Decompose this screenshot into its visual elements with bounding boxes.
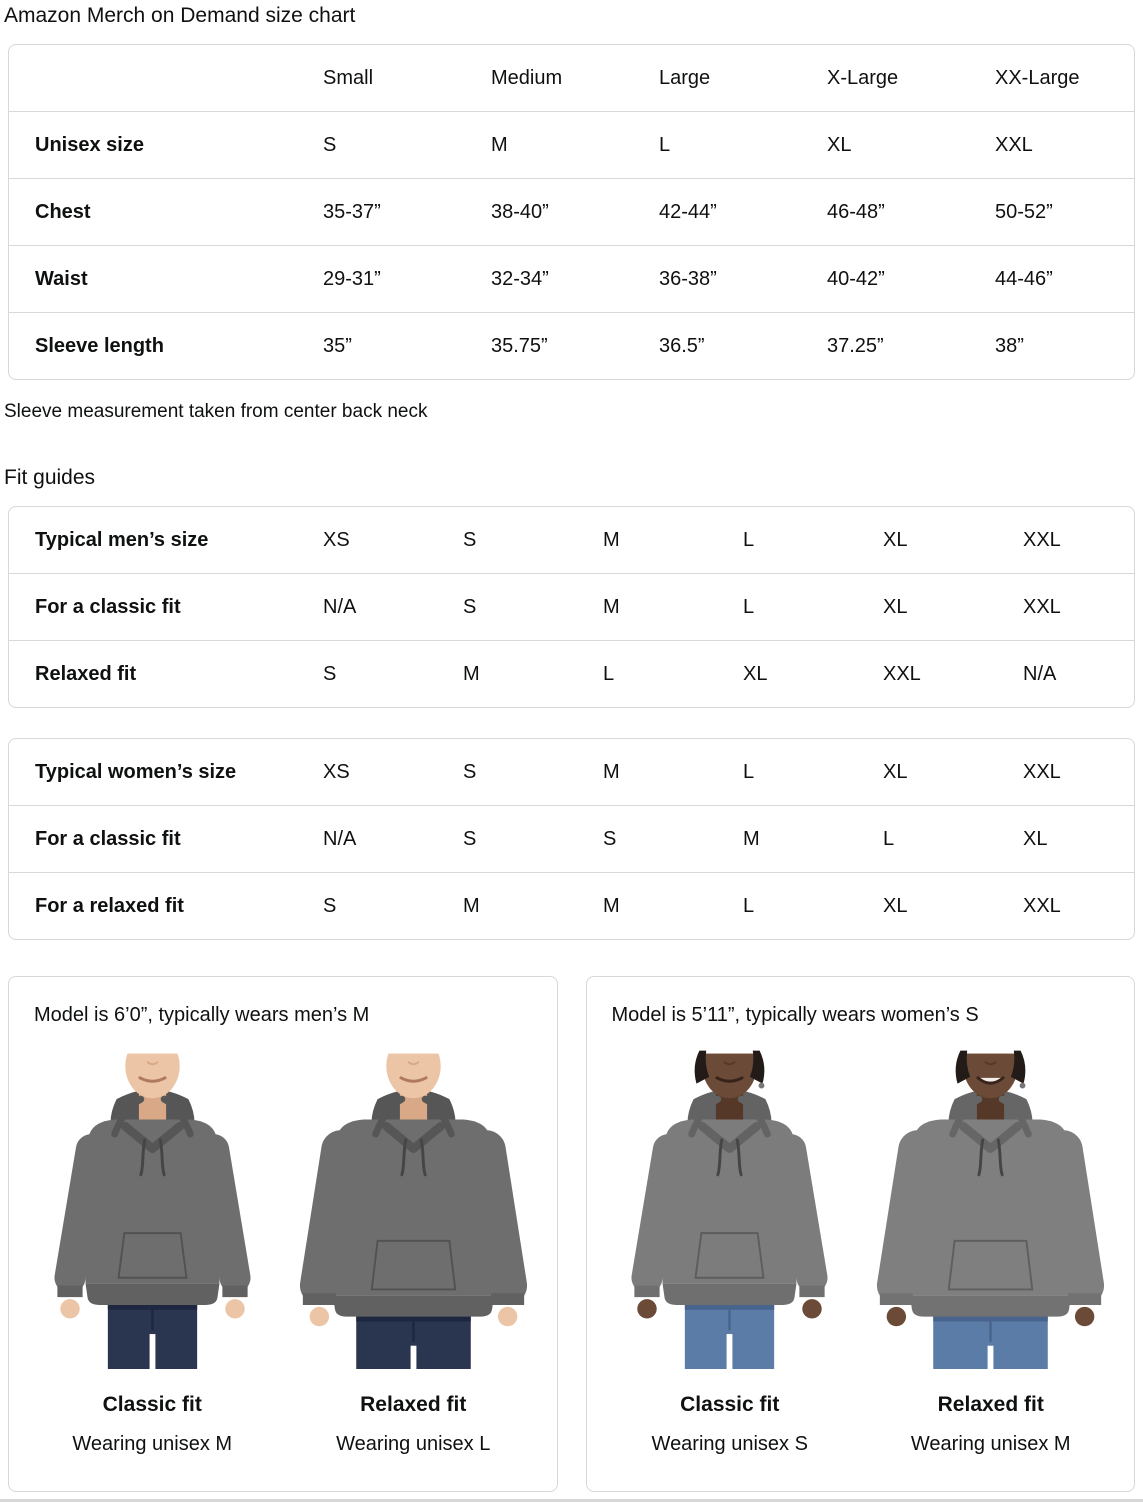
row-label: Unisex size	[35, 133, 144, 156]
column-header: X-Large	[827, 66, 899, 89]
fit-label: Relaxed fit	[360, 1393, 467, 1416]
table-cell: L	[603, 662, 615, 685]
table-row-chest	[9, 178, 1134, 245]
table-cell: L	[743, 528, 755, 551]
column-header: Medium	[491, 66, 563, 89]
table-cell: S	[323, 133, 337, 156]
model-card-caption: Model is 6’0”, typically wears men’s M	[34, 1004, 370, 1026]
wearing-label: Wearing unisex L	[336, 1433, 491, 1455]
table-cell: XS	[323, 760, 350, 783]
mens-fit-table	[8, 506, 1135, 708]
table-cell: XXL	[1023, 528, 1061, 551]
table-cell: 38-40”	[491, 200, 549, 223]
page-title: Amazon Merch on Demand size chart	[4, 4, 356, 27]
table-cell: M	[463, 894, 480, 917]
table-cell: 29-31”	[323, 267, 381, 290]
table-cell: XL	[827, 133, 852, 156]
table-cell: S	[463, 827, 477, 850]
table-row-mens-classic-fit	[9, 573, 1134, 640]
model-card-women	[586, 976, 1136, 1492]
table-cell: 50-52”	[995, 200, 1053, 223]
table-cell: XL	[1023, 827, 1048, 850]
table-cell: 36-38”	[659, 267, 717, 290]
table-cell: XXL	[1023, 595, 1061, 618]
table-cell: 40-42”	[827, 267, 885, 290]
table-cell: XL	[883, 894, 908, 917]
women-relaxed-fit-column	[868, 1039, 1113, 1456]
fit-label: Classic fit	[680, 1393, 780, 1416]
model-image-women-classic	[608, 1039, 851, 1369]
table-cell: XXL	[1023, 894, 1061, 917]
womens-fit-table	[8, 738, 1135, 940]
table-cell: XL	[883, 528, 908, 551]
table-cell: L	[743, 894, 755, 917]
table-cell: 42-44”	[659, 200, 717, 223]
table-cell: M	[743, 827, 760, 850]
row-label: Relaxed fit	[35, 662, 137, 685]
table-cell: N/A	[323, 595, 357, 618]
table-row-womens-classic-fit	[9, 805, 1134, 872]
table-cell: S	[463, 595, 477, 618]
model-image-men-classic	[31, 1039, 274, 1369]
table-cell: M	[491, 133, 508, 156]
table-cell: 36.5”	[659, 334, 705, 357]
fit-label: Relaxed fit	[937, 1393, 1044, 1416]
column-header: Large	[659, 66, 711, 89]
table-cell: 35.75”	[491, 334, 548, 357]
row-label: For a classic fit	[35, 827, 181, 850]
table-cell: M	[603, 595, 620, 618]
size-table	[8, 44, 1135, 380]
table-cell: L	[743, 760, 755, 783]
model-image-men-relaxed	[292, 1039, 535, 1369]
column-header: XX-Large	[995, 66, 1080, 89]
table-cell: 44-46”	[995, 267, 1053, 290]
table-cell: XXL	[883, 662, 921, 685]
table-row-mens-relaxed-fit	[9, 640, 1134, 707]
table-cell: N/A	[1023, 662, 1057, 685]
size-table-header	[9, 45, 1134, 111]
model-card-caption: Model is 5’11”, typically wears women’s S	[611, 1004, 979, 1026]
table-row-unisex-size	[9, 111, 1134, 178]
table-cell: M	[603, 528, 620, 551]
row-label: For a classic fit	[35, 595, 181, 618]
table-row-womens-relaxed-fit	[9, 872, 1134, 939]
table-cell: 46-48”	[827, 200, 885, 223]
wearing-label: Wearing unisex M	[910, 1433, 1071, 1455]
model-image-women-relaxed	[869, 1039, 1112, 1369]
row-label: For a relaxed fit	[35, 894, 184, 917]
table-cell: XL	[883, 760, 908, 783]
table-cell: XXL	[1023, 760, 1061, 783]
fit-label: Classic fit	[102, 1393, 202, 1416]
table-cell: S	[603, 827, 617, 850]
table-cell: 38”	[995, 334, 1024, 357]
table-row-sleeve-length	[9, 312, 1134, 379]
table-cell: N/A	[323, 827, 357, 850]
row-label: Sleeve length	[35, 334, 164, 357]
table-cell: XL	[743, 662, 768, 685]
table-row-typical-mens-size	[9, 507, 1134, 573]
row-label: Waist	[35, 267, 88, 290]
table-cell: 35-37”	[323, 200, 381, 223]
table-row-waist	[9, 245, 1134, 312]
table-row-typical-womens-size	[9, 739, 1134, 805]
table-cell: 37.25”	[827, 334, 884, 357]
table-cell: M	[603, 894, 620, 917]
row-label: Typical women’s size	[35, 760, 237, 783]
table-cell: 35”	[323, 334, 352, 357]
men-classic-fit-column	[30, 1039, 275, 1456]
table-cell: L	[883, 827, 895, 850]
model-cards	[8, 976, 1135, 1492]
table-cell: S	[463, 760, 477, 783]
wearing-label: Wearing unisex M	[72, 1433, 233, 1455]
column-header: Small	[323, 66, 374, 89]
table-cell: XS	[323, 528, 350, 551]
row-label: Typical men’s size	[35, 528, 209, 551]
wearing-label: Wearing unisex S	[651, 1433, 808, 1455]
table-cell: XL	[883, 595, 908, 618]
table-cell: L	[743, 595, 755, 618]
table-cell: M	[463, 662, 480, 685]
table-cell: S	[463, 528, 477, 551]
table-cell: XXL	[995, 133, 1033, 156]
table-cell: S	[323, 662, 337, 685]
model-card-men	[8, 976, 558, 1492]
sleeve-measurement-note: Sleeve measurement taken from center back neck	[4, 401, 428, 422]
table-cell: M	[603, 760, 620, 783]
women-classic-fit-column	[607, 1039, 852, 1456]
table-cell: L	[659, 133, 671, 156]
fit-guides-heading: Fit guides	[4, 466, 96, 489]
table-cell: S	[323, 894, 337, 917]
men-relaxed-fit-column	[291, 1039, 536, 1456]
row-label: Chest	[35, 200, 91, 223]
table-cell: 32-34”	[491, 267, 549, 290]
